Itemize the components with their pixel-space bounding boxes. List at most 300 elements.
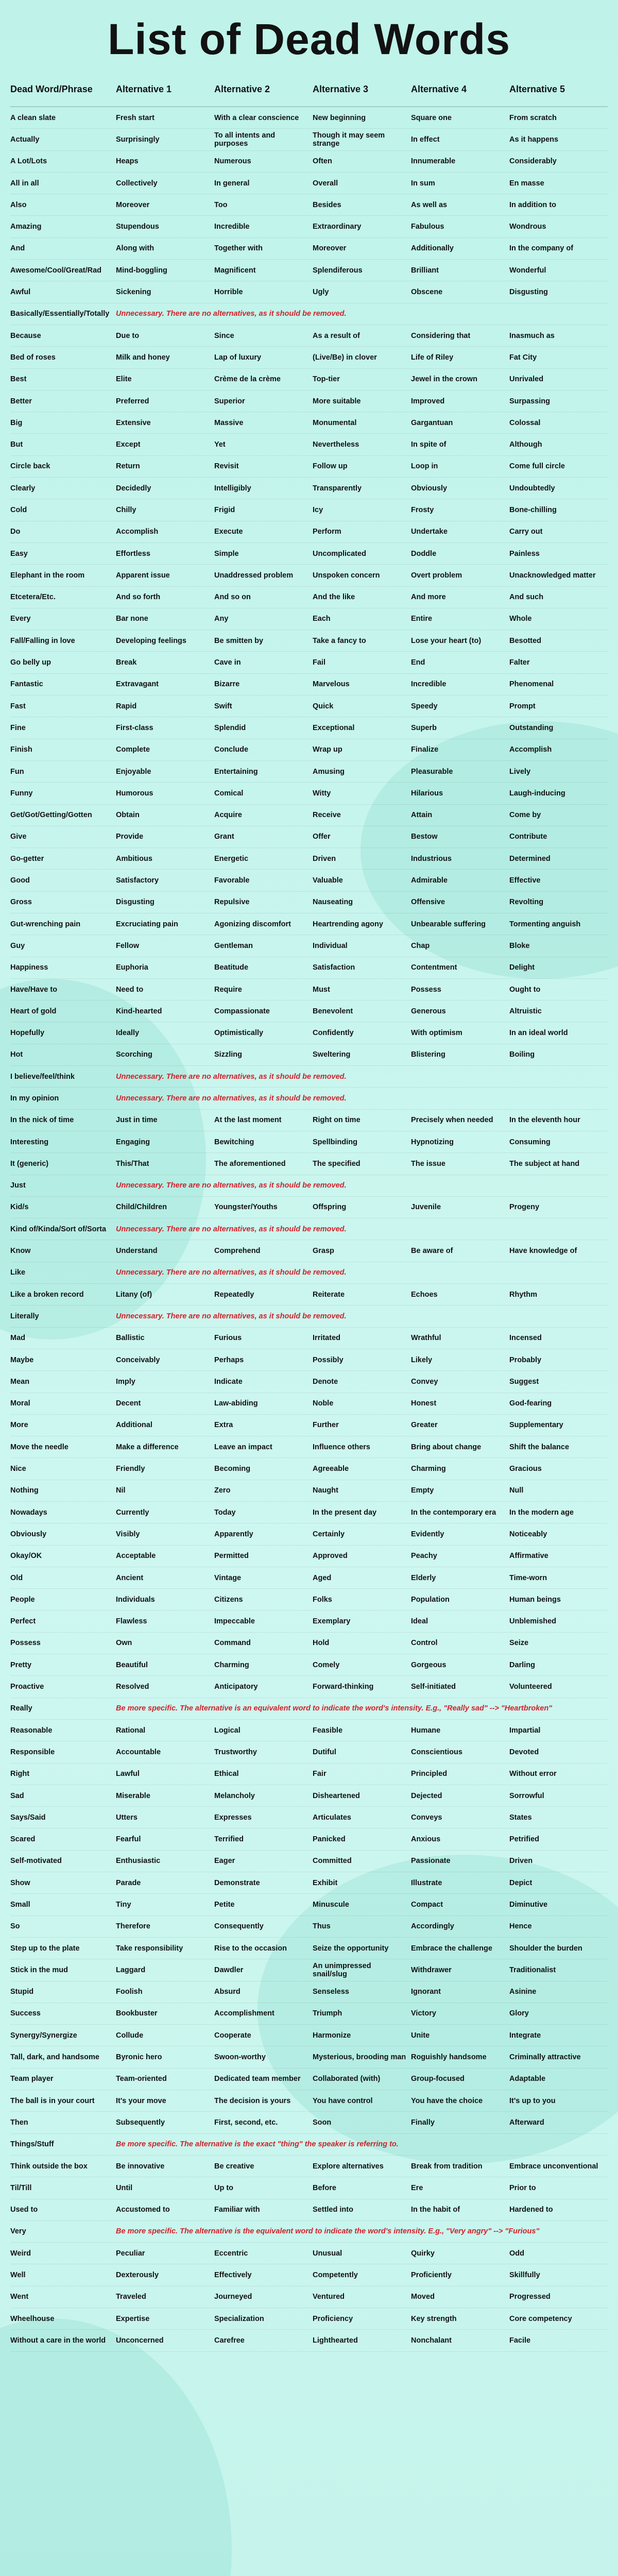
dead-word: Okay/OK (10, 1552, 42, 1561)
alternative-cell: Engaging (116, 1138, 150, 1146)
alternative-cell: Wonderful (509, 266, 546, 275)
alternative-cell: Ideal (411, 1617, 428, 1626)
alternative-cell: Criminally attractive (509, 2053, 581, 2062)
dead-word: Right (10, 1770, 30, 1778)
alternative-cell: Beatitude (214, 963, 249, 972)
alternative-cell: Zero (214, 1486, 231, 1495)
alternative-cell: Need to (116, 985, 144, 994)
table-row (10, 1044, 608, 1066)
alternative-cell: Monumental (313, 418, 357, 427)
alternative-cell: Ideally (116, 1029, 140, 1038)
dead-word: Know (10, 1247, 31, 1256)
alternative-cell: Petite (214, 1900, 235, 1909)
alternative-cell: Mysterious, brooding man (313, 2053, 406, 2062)
alternative-cell: In the present day (313, 1508, 377, 1517)
alternative-cell: Progressed (509, 2293, 551, 2301)
alternative-cell: Null (509, 1486, 524, 1495)
alternative-cell: Moved (411, 2293, 435, 2301)
alternative-cell: Hilarious (411, 789, 443, 798)
dead-word: Fantastic (10, 680, 43, 689)
alternative-cell: Swoon-worthy (214, 2053, 266, 2062)
alternative-cell: Come full circle (509, 462, 565, 471)
alternative-cell: The issue (411, 1159, 445, 1168)
alternative-cell: Empty (411, 1486, 434, 1495)
alternative-cell: Complete (116, 745, 150, 754)
table-row (10, 892, 608, 913)
alternative-cell: Principled (411, 1770, 448, 1778)
alternative-cell: In an ideal world (509, 1029, 568, 1038)
alternative-cell: Skillfully (509, 2271, 540, 2280)
alternative-cell: Panicked (313, 1835, 346, 1844)
alternative-cell: Humorous (116, 789, 153, 798)
alternative-cell: Outstanding (509, 723, 554, 732)
alternative-cell: Acquire (214, 811, 242, 820)
alternative-cell: The specified (313, 1159, 360, 1168)
table-row (10, 369, 608, 391)
alternative-cell: Contentment (411, 963, 457, 972)
table-row (10, 2243, 608, 2264)
alternative-cell: Heartrending agony (313, 920, 383, 928)
background-blob (0, 2318, 232, 2576)
alternative-cell: Therefore (116, 1922, 150, 1931)
alternative-cell: Agreeable (313, 1465, 349, 1473)
alternative-cell: Possibly (313, 1355, 344, 1364)
alternative-cell: Without error (509, 1770, 557, 1778)
alternative-cell: Must (313, 985, 330, 994)
alternative-cell: Trustworthy (214, 1748, 257, 1756)
alternative-cell: Each (313, 615, 331, 623)
dead-word: Stick in the mud (10, 1965, 68, 1974)
alternative-cell: Dejected (411, 1791, 442, 1800)
alternative-cell: Developing feelings (116, 636, 186, 645)
alternative-cell: Irritated (313, 1334, 340, 1343)
alternative-cell: Scorching (116, 1050, 152, 1059)
alternative-cell: Offensive (411, 898, 445, 907)
dead-word: Have/Have to (10, 985, 58, 994)
alternative-cell: Obviously (411, 484, 448, 493)
alternative-cell: Overt problem (411, 571, 462, 580)
table-row (10, 1611, 608, 1632)
dead-word: Without a care in the world (10, 2336, 106, 2345)
alternative-cell: Finally (411, 2118, 435, 2127)
dead-word: But (10, 440, 23, 449)
alternative-cell: Citizens (214, 1595, 243, 1604)
alternative-cell: Likely (411, 1355, 433, 1364)
dead-word: Clearly (10, 484, 36, 493)
alternative-cell: Group-focused (411, 2075, 465, 2083)
dead-word: Amazing (10, 223, 42, 231)
alternative-cell: Incredible (411, 680, 447, 689)
alternative-cell: Ballistic (116, 1334, 145, 1343)
alternative-cell: Additionally (411, 244, 454, 253)
alternative-cell: Folks (313, 1595, 332, 1604)
alternative-cell: Rise to the occasion (214, 1944, 287, 1953)
alternative-cell: Nil (116, 1486, 126, 1495)
alternative-cell: Fail (313, 658, 325, 667)
alternative-cell: Mind-boggling (116, 266, 167, 275)
alternative-cell: Overall (313, 179, 338, 188)
dead-word: Really (10, 1704, 32, 1713)
dead-word: All in all (10, 179, 39, 188)
dead-word: Used to (10, 2206, 38, 2214)
alternative-cell: Amusing (313, 767, 345, 776)
alternative-cell: Conscientious (411, 1748, 462, 1756)
table-row (10, 1415, 608, 1436)
table-row (10, 1066, 608, 1088)
alternative-cell: Extensive (116, 418, 151, 427)
alternative-cell: Soon (313, 2118, 332, 2127)
table-row (10, 1633, 608, 1654)
alternative-cell: Attain (411, 811, 433, 820)
alternative-cell: Satisfaction (313, 963, 355, 972)
alternative-cell: Accountable (116, 1748, 161, 1756)
alternative-cell: Visibly (116, 1530, 140, 1538)
alternative-cell: Sorrowful (509, 1791, 544, 1800)
dead-word: Very (10, 2227, 26, 2236)
alternative-cell: Determined (509, 854, 551, 863)
table-row (10, 1764, 608, 1785)
dead-word: Bed of roses (10, 353, 56, 362)
alternative-cell: You have the choice (411, 2096, 483, 2105)
alternative-cell: Any (214, 615, 229, 623)
alternative-cell: Charming (214, 1660, 249, 1669)
alternative-cell: Accomplishment (214, 2009, 274, 2018)
dead-word: Elephant in the room (10, 571, 85, 580)
alternative-cell: Senseless (313, 1988, 349, 1996)
alternative-cell: Receive (313, 811, 341, 820)
alternative-cell: Juvenile (411, 1203, 441, 1212)
alternative-cell: Human beings (509, 1595, 561, 1604)
table-row (10, 1001, 608, 1022)
alternative-cell: Right on time (313, 1116, 360, 1125)
alternative-cell: In addition to (509, 200, 557, 209)
alternative-cell: Subsequently (116, 2118, 165, 2127)
alternative-cell: Incensed (509, 1334, 542, 1343)
alternative-cell: Unacknowledged matter (509, 571, 596, 580)
alternative-cell: Come by (509, 811, 541, 820)
alternative-cell: Entire (411, 615, 433, 623)
alternative-cell: Execute (214, 528, 243, 536)
table-row (10, 848, 608, 870)
alternative-cell: Driven (313, 854, 336, 863)
dead-word: Old (10, 1573, 23, 1582)
table-row (10, 935, 608, 957)
alternative-cell: Gorgeous (411, 1660, 447, 1669)
alternative-cell: Driven (509, 1857, 533, 1866)
alternative-cell: Falter (509, 658, 530, 667)
alternative-cell: Litany (of) (116, 1290, 152, 1299)
dead-word: Gross (10, 898, 32, 907)
alternative-cell: Compact (411, 1900, 443, 1909)
alternative-cell: Expertise (116, 2314, 150, 2323)
alternative-cell: Miserable (116, 1791, 150, 1800)
table-row (10, 826, 608, 848)
dead-word: A clean slate (10, 113, 56, 122)
alternative-cell: Consequently (214, 1922, 264, 1931)
alternative-cell: Disheartened (313, 1791, 360, 1800)
table-row (10, 913, 608, 935)
table-row (10, 717, 608, 739)
table-row (10, 696, 608, 717)
alternative-cell: Extraordinary (313, 223, 362, 231)
header-alternative-2: Alternative 2 (214, 84, 270, 94)
alternative-cell: (Live/Be) in clover (313, 353, 377, 362)
table-row (10, 1131, 608, 1153)
table-row (10, 979, 608, 1001)
alternative-cell: Harmonize (313, 2031, 351, 2040)
removal-note: Unnecessary. There are no alternatives, as it should be removed. (116, 1072, 347, 1081)
alternative-cell: End (411, 658, 425, 667)
alternative-cell: Sizzling (214, 1050, 242, 1059)
alternative-cell: Imply (116, 1377, 135, 1386)
table-body (10, 107, 608, 2352)
alternative-cell: Numerous (214, 157, 251, 166)
alternative-cell: Unbearable suffering (411, 920, 486, 928)
dead-word: Literally (10, 1312, 39, 1320)
alternative-cell: Perform (313, 528, 341, 536)
alternative-cell: In the company of (509, 244, 574, 253)
alternative-cell: Bloke (509, 941, 530, 950)
alternative-cell: Nonchalant (411, 2336, 452, 2345)
alternative-cell: As it happens (509, 135, 559, 144)
alternative-cell: Control (411, 1639, 438, 1648)
alternative-cell: Seize the opportunity (313, 1944, 389, 1953)
dead-word: Obviously (10, 1530, 47, 1538)
table-row (10, 1458, 608, 1480)
table-row (10, 630, 608, 652)
alternative-cell: Contribute (509, 833, 547, 841)
table-row (10, 391, 608, 412)
alternative-cell: Settled into (313, 2206, 353, 2214)
alternative-cell: Break (116, 658, 137, 667)
table-row (10, 1088, 608, 1109)
alternative-cell: Whole (509, 615, 532, 623)
alternative-cell: Ugly (313, 288, 329, 297)
dead-word: Because (10, 331, 41, 340)
alternative-cell: Phenomenal (509, 680, 554, 689)
alternative-cell: Peachy (411, 1552, 437, 1561)
alternative-cell: Aged (313, 1573, 332, 1582)
alternative-cell: Swift (214, 702, 232, 710)
alternative-cell: Yet (214, 440, 226, 449)
alternative-cell: Follow up (313, 462, 348, 471)
alternative-cell: Reiterate (313, 1290, 345, 1299)
alternative-cell: Moreover (116, 200, 150, 209)
alternative-cell: Approved (313, 1552, 348, 1561)
table-row (10, 1785, 608, 1807)
alternative-cell: Extra (214, 1421, 233, 1430)
dead-word: Maybe (10, 1355, 34, 1364)
alternative-cell: Icy (313, 505, 323, 514)
alternative-cell: Ignorant (411, 1988, 441, 1996)
dead-word: Also (10, 200, 27, 209)
alternative-cell: Fresh start (116, 113, 154, 122)
table-row (10, 1110, 608, 1131)
alternative-cell: Hold (313, 1639, 330, 1648)
alternative-cell: Moreover (313, 244, 347, 253)
table-row (10, 870, 608, 891)
alternative-cell: Collectively (116, 179, 158, 188)
alternative-cell: Command (214, 1639, 251, 1648)
alternative-cell: Noticeably (509, 1530, 547, 1538)
page-title: List of Dead Words (108, 15, 510, 63)
alternative-cell: Law-abiding (214, 1399, 258, 1408)
alternative-cell: Ventured (313, 2293, 345, 2301)
dead-word: Things/Stuff (10, 2140, 54, 2149)
alternative-cell: Until (116, 2183, 133, 2192)
alternative-cell: Break from tradition (411, 2162, 483, 2171)
alternative-cell: Along with (116, 244, 154, 253)
alternative-cell: Besotted (509, 636, 542, 645)
alternative-cell: Ere (411, 2183, 423, 2192)
alternative-cell: Diminutive (509, 1900, 548, 1909)
alternative-cell: In the modern age (509, 1508, 574, 1517)
table-row (10, 238, 608, 260)
alternative-cell: Ethical (214, 1770, 239, 1778)
alternative-cell: Glory (509, 2009, 529, 2018)
alternative-cell: Gentleman (214, 941, 253, 950)
alternative-cell: Accomplish (509, 745, 552, 754)
alternative-cell: Eccentric (214, 2249, 248, 2258)
alternative-cell: Lively (509, 767, 531, 776)
alternative-cell: Be smitten by (214, 636, 264, 645)
alternative-cell: Withdrawer (411, 1965, 452, 1974)
table-row (10, 1218, 608, 1240)
alternative-cell: Leave an impact (214, 1443, 272, 1451)
dead-word: Show (10, 1878, 30, 1887)
alternative-cell: Explore alternatives (313, 2162, 384, 2171)
alternative-cell: Nevertheless (313, 440, 359, 449)
alternative-cell: Since (214, 331, 234, 340)
dead-word: Heart of gold (10, 1007, 57, 1015)
alternative-cell: Effortless (116, 549, 150, 558)
alternative-cell: An unimpressed snail/slug (313, 1961, 371, 1978)
alternative-cell: Peculiar (116, 2249, 145, 2258)
alternative-cell: Adaptable (509, 2075, 546, 2083)
dead-word: Funny (10, 789, 33, 798)
alternative-cell: Unspoken concern (313, 571, 380, 580)
alternative-cell: Traditionalist (509, 1965, 556, 1974)
alternative-cell: Uncomplicated (313, 549, 366, 558)
alternative-cell: Unblemished (509, 1617, 557, 1626)
alternative-cell: Humane (411, 1726, 441, 1735)
alternative-cell: Together with (214, 244, 263, 253)
alternative-cell: Make a difference (116, 1443, 179, 1451)
dead-word: Success (10, 2009, 41, 2018)
alternative-cell: Committed (313, 1857, 352, 1866)
alternative-cell: Embrace unconventional (509, 2162, 598, 2171)
dead-word: Tall, dark, and handsome (10, 2053, 99, 2062)
alternative-cell: Wondrous (509, 223, 546, 231)
table-row (10, 2069, 608, 2090)
alternative-cell: States (509, 1813, 532, 1822)
alternative-cell: Agonizing discomfort (214, 920, 291, 928)
alternative-cell: Comical (214, 789, 244, 798)
alternative-cell: Dutiful (313, 1748, 336, 1756)
dead-word: Nothing (10, 1486, 39, 1495)
alternative-cell: Disgusting (116, 898, 154, 907)
dead-word: Every (10, 615, 31, 623)
alternative-cell: Surpassing (509, 397, 550, 405)
table-row (10, 499, 608, 521)
alternative-cell: Exhibit (313, 1878, 338, 1887)
alternative-cell: Enthusiastic (116, 1857, 161, 1866)
alternative-cell: Superb (411, 723, 437, 732)
dead-word: Go-getter (10, 854, 44, 863)
alternative-cell: Obtain (116, 811, 140, 820)
alternative-cell: Noble (313, 1399, 334, 1408)
alternative-cell: Self-initiated (411, 1683, 456, 1691)
alternative-cell: Team-oriented (116, 2075, 167, 2083)
alternative-cell: Rational (116, 1726, 146, 1735)
alternative-cell: Though it may seem strange (313, 131, 385, 148)
alternative-cell: Echoes (411, 1290, 438, 1299)
removal-note: Unnecessary. There are no alternatives, as it should be removed. (116, 1181, 347, 1190)
alternative-cell: Superior (214, 397, 245, 405)
alternative-cell: Too (214, 200, 228, 209)
dead-word: Actually (10, 135, 40, 144)
alternative-cell: With optimism (411, 1029, 462, 1038)
alternative-cell: Further (313, 1421, 339, 1430)
alternative-cell: Collude (116, 2031, 144, 2040)
alternative-cell: Articulates (313, 1813, 351, 1822)
alternative-cell: Considerably (509, 157, 557, 166)
alternative-cell: Today (214, 1508, 236, 1517)
alternative-cell: Optimistically (214, 1029, 264, 1038)
dead-word: Think outside the box (10, 2162, 88, 2171)
alternative-cell: Satisfactory (116, 876, 159, 885)
alternative-cell: Exceptional (313, 723, 355, 732)
dead-word: Move the needle (10, 1443, 68, 1451)
table-row (10, 1741, 608, 1763)
alternative-cell: Decent (116, 1399, 141, 1408)
alternative-cell: Accordingly (411, 1922, 454, 1931)
header-alternative-3: Alternative 3 (313, 84, 369, 94)
alternative-cell: Vintage (214, 1573, 242, 1582)
alternative-cell: Ancient (116, 1573, 144, 1582)
table-row (10, 1654, 608, 1676)
alternative-cell: Child/Children (116, 1203, 167, 1212)
alternative-cell: Fair (313, 1770, 327, 1778)
alternative-cell: Accustomed to (116, 2206, 170, 2214)
alternative-cell: Becoming (214, 1465, 251, 1473)
dead-word: Kid/s (10, 1203, 29, 1212)
alternative-cell: Take a fancy to (313, 636, 366, 645)
alternative-cell: Bar none (116, 615, 148, 623)
alternative-cell: Conceivably (116, 1355, 160, 1364)
header-alternative-5: Alternative 5 (509, 84, 565, 94)
alternative-cell: Devoted (509, 1748, 539, 1756)
dead-word: In the nick of time (10, 1116, 74, 1125)
dead-word: Says/Said (10, 1813, 46, 1822)
alternative-cell: Volunteered (509, 1683, 552, 1691)
alternative-cell: Bizarre (214, 680, 240, 689)
alternative-cell: Melancholy (214, 1791, 255, 1800)
alternative-cell: To all intents and purposes (214, 131, 276, 148)
alternative-cell: And more (411, 593, 446, 602)
alternative-cell: Charming (411, 1465, 446, 1473)
alternative-cell: Hardened to (509, 2206, 553, 2214)
alternative-cell: Valuable (313, 876, 343, 885)
alternative-cell: Offspring (313, 1203, 347, 1212)
dead-word: Guy (10, 941, 25, 950)
alternative-cell: Chilly (116, 505, 136, 514)
alternative-cell: In the contemporary era (411, 1508, 496, 1517)
alternative-cell: In spite of (411, 440, 447, 449)
alternative-cell: Minuscule (313, 1900, 349, 1909)
alternative-cell: At the last moment (214, 1116, 282, 1125)
alternative-cell: In effect (411, 135, 440, 144)
